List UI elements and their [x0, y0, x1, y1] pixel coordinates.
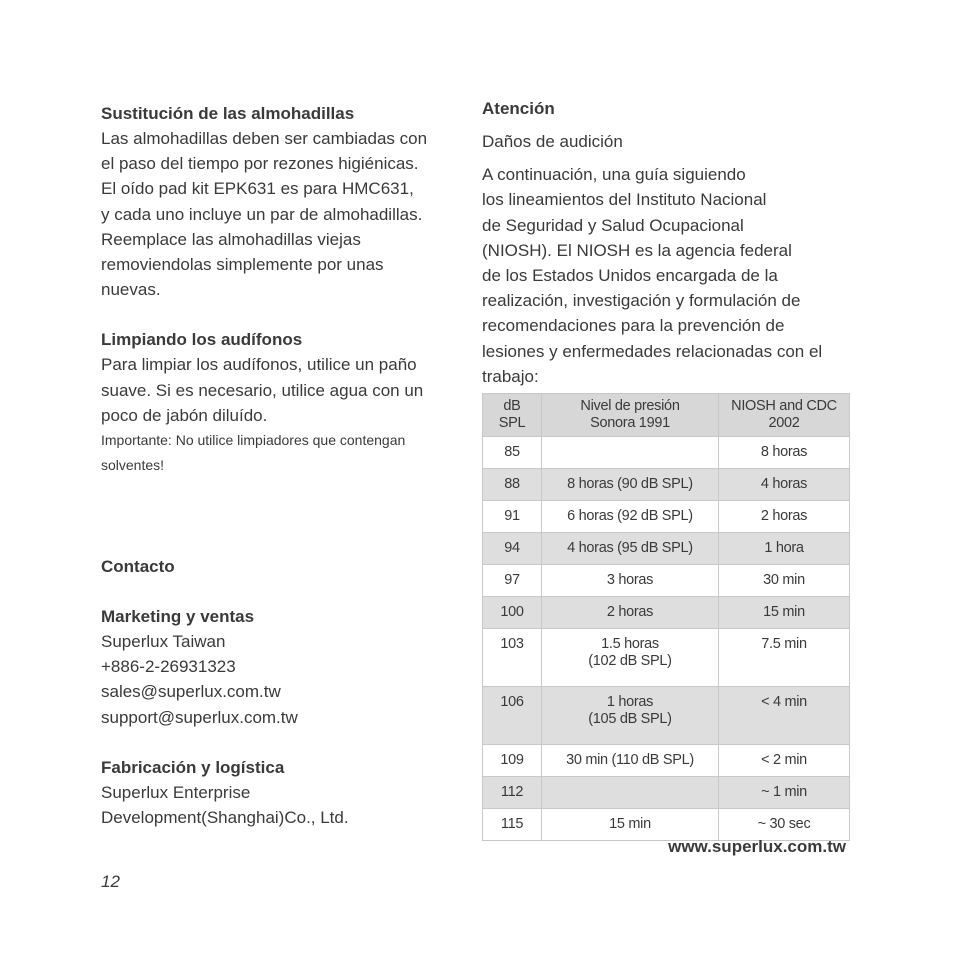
cell-pressure-1991	[542, 745, 719, 777]
cell-line: 2 horas	[606, 604, 654, 620]
left-column	[101, 101, 471, 830]
cell-db: 100	[483, 597, 542, 629]
cell-pressure-1991	[542, 687, 719, 745]
right-column	[482, 96, 862, 389]
cell-niosh-2002: 15 min	[719, 597, 850, 629]
cell-niosh-2002: 30 min	[719, 565, 850, 597]
cleaning-line: suave. Si es necesario, utilice agua con un	[101, 380, 424, 400]
cell-line: (102 dB SPL)	[588, 653, 672, 669]
sales-email: sales@superlux.com.tw	[101, 682, 281, 702]
cell-niosh-2002: 8 horas	[719, 437, 850, 469]
cleaning-line: poco de jabón diluído.	[101, 405, 268, 425]
cell-pressure-1991	[542, 809, 719, 841]
cell-db: 91	[483, 501, 542, 533]
header-line: SPL	[498, 415, 526, 431]
table-header-row	[483, 394, 850, 437]
cell-line: 15 min	[609, 816, 651, 832]
cleaning-paragraph	[101, 352, 471, 428]
table-row	[483, 745, 850, 777]
table-body	[483, 437, 850, 841]
pads-line: nuevas.	[101, 280, 161, 300]
header-line: Nivel de presión	[580, 398, 680, 414]
phone-number: +886-2-26931323	[101, 657, 236, 677]
table-row	[483, 501, 850, 533]
guide-line: recomendaciones para la prevención de	[482, 316, 785, 336]
cell-pressure-1991	[542, 469, 719, 501]
table-row	[483, 687, 850, 745]
header-niosh-cdc-2002	[719, 394, 850, 437]
pads-paragraph	[101, 126, 471, 302]
guide-line: lesiones y enfermedades relacionadas con el	[482, 341, 823, 361]
cell-line: (105 dB SPL)	[588, 711, 672, 727]
table-row	[483, 533, 850, 565]
header-line: Sonora 1991	[590, 415, 670, 431]
header-line: 2002	[768, 415, 800, 431]
pads-line: El oído pad kit EPK631 es para HMC631,	[101, 179, 414, 199]
marketing-heading: Marketing y ventas	[101, 607, 255, 627]
table-row	[483, 437, 850, 469]
cell-db: 115	[483, 809, 542, 841]
cell-line: 1.5 horas	[601, 636, 659, 652]
cell-line: 6 horas (92 dB SPL)	[567, 508, 693, 524]
cell-niosh-2002: < 2 min	[719, 745, 850, 777]
pads-line: el paso del tiempo por rezones higiénicas.	[101, 154, 419, 174]
manufacturing-block	[101, 780, 471, 830]
cell-niosh-2002: < 4 min	[719, 687, 850, 745]
marketing-block	[101, 629, 471, 730]
guide-line: de los Estados Unidos encargada de la	[482, 266, 778, 286]
table-row	[483, 565, 850, 597]
cleaning-line: Para limpiar los audífonos, utilice un paño	[101, 355, 417, 375]
table-row	[483, 597, 850, 629]
cell-db: 97	[483, 565, 542, 597]
table-row	[483, 809, 850, 841]
cell-db: 109	[483, 745, 542, 777]
cell-niosh-2002: ~ 30 sec	[719, 809, 850, 841]
guide-line: (NIOSH). El NIOSH es la agencia federal	[482, 240, 792, 260]
cell-db: 112	[483, 777, 542, 809]
important-line: solventes!	[101, 457, 165, 474]
page-number: 12	[101, 872, 120, 891]
header-pressure-1991	[542, 394, 719, 437]
table-row	[483, 777, 850, 809]
pads-line: removiendolas simplemente por unas	[101, 255, 384, 275]
table-row	[483, 469, 850, 501]
cell-pressure-1991	[542, 437, 719, 469]
cell-niosh-2002: ~ 1 min	[719, 777, 850, 809]
pads-heading: Sustitución de las almohadillas	[101, 104, 355, 123]
cleaning-heading: Limpiando los audífonos	[101, 330, 303, 350]
guide-line: trabajo:	[482, 366, 539, 386]
cell-line: 30 min (110 dB SPL)	[566, 752, 694, 768]
cell-line: 4 horas (95 dB SPL)	[567, 540, 693, 556]
guide-line: los lineamientos del Instituto Nacional	[482, 190, 767, 210]
cell-pressure-1991	[542, 777, 719, 809]
cell-pressure-1991	[542, 629, 719, 687]
cell-line: 8 horas (90 dB SPL)	[567, 476, 693, 492]
cell-niosh-2002: 1 hora	[719, 533, 850, 565]
hearing-damage-label: Daños de audición	[482, 132, 623, 151]
cell-line: 1 horas	[606, 694, 654, 710]
cell-db: 94	[483, 533, 542, 565]
cell-pressure-1991	[542, 501, 719, 533]
cell-niosh-2002: 4 horas	[719, 469, 850, 501]
cell-pressure-1991	[542, 565, 719, 597]
cell-db: 103	[483, 629, 542, 687]
company-name: Superlux Taiwan	[101, 632, 226, 652]
noise-exposure-table	[482, 393, 850, 841]
cell-line: 3 horas	[606, 572, 654, 588]
header-line: NIOSH and CDC	[731, 398, 837, 414]
manufacturer-line: Development(Shanghai)Co., Ltd.	[101, 808, 349, 828]
website-url: www.superlux.com.tw	[668, 837, 846, 856]
cell-niosh-2002: 7.5 min	[719, 629, 850, 687]
pads-line: y cada uno incluye un par de almohadillas.	[101, 204, 423, 224]
cell-db: 88	[483, 469, 542, 501]
cell-db: 106	[483, 687, 542, 745]
manufacturing-heading: Fabricación y logística	[101, 757, 285, 777]
guide-line: A continuación, una guía siguiendo	[482, 165, 746, 185]
guide-line: realización, investigación y formulación de	[482, 291, 801, 311]
table-row	[483, 629, 850, 687]
contact-heading: Contacto	[101, 557, 175, 577]
cell-db: 85	[483, 437, 542, 469]
manufacturer-line: Superlux Enterprise	[101, 782, 251, 802]
support-email: support@superlux.com.tw	[101, 707, 298, 727]
attention-heading: Atención	[482, 99, 555, 118]
guide-line: de Seguridad y Salud Ocupacional	[482, 215, 744, 235]
cell-pressure-1991	[542, 597, 719, 629]
pads-line: Reemplace las almohadillas viejas	[101, 229, 361, 249]
important-line: Importante: No utilice limpiadores que contengan	[101, 432, 406, 449]
header-line: dB	[503, 398, 521, 414]
cell-niosh-2002: 2 horas	[719, 501, 850, 533]
cell-pressure-1991	[542, 533, 719, 565]
header-db-spl	[483, 394, 542, 437]
guide-paragraph	[482, 162, 862, 389]
important-note	[101, 428, 471, 478]
pads-line: Las almohadillas deben ser cambiadas con	[101, 129, 428, 148]
